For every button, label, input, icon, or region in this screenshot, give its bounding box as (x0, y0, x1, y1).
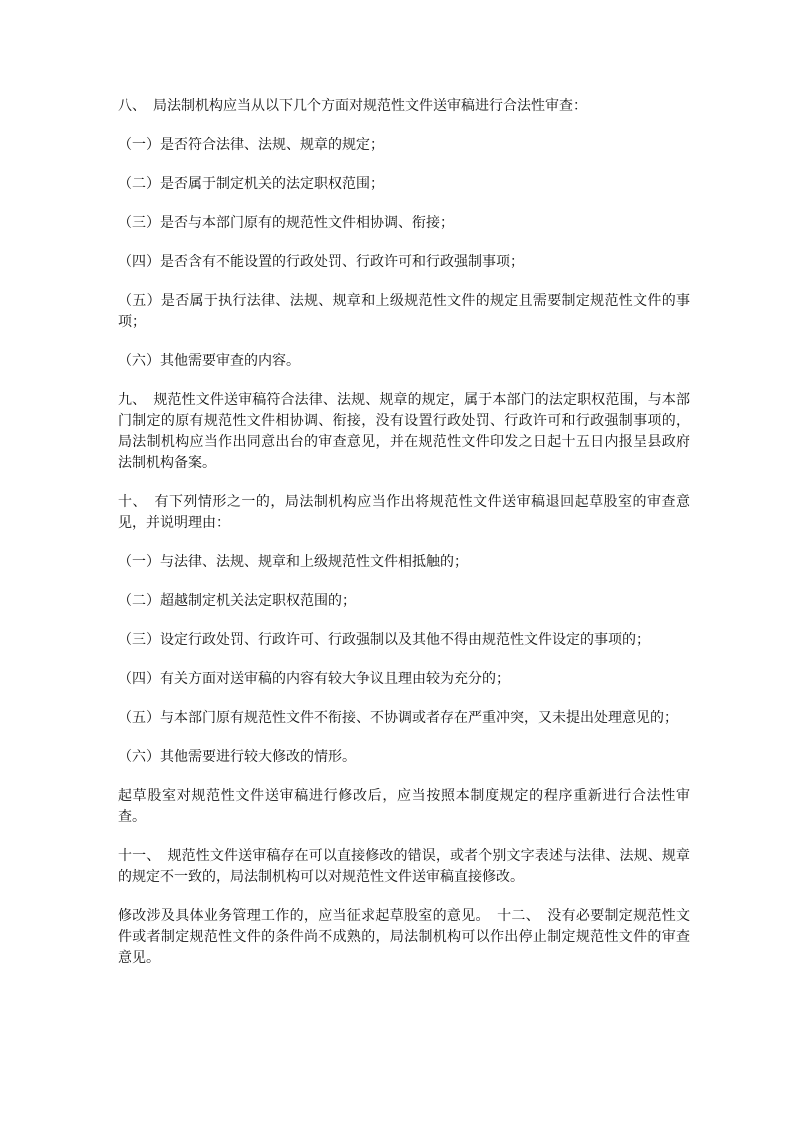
article-11: 十一、 规范性文件送审稿存在可以直接修改的错误，或者个别文字表述与法律、法规、规章的规定不一致的，局法制机构可以对规范性文件送审稿直接修改。 (118, 848, 690, 885)
article-8-item-5: （五）是否属于执行法律、法规、规章和上级规范性文件的规定且需要制定规范性文件的事项； (118, 293, 690, 330)
article-8-heading: 八、 局法制机构应当从以下几个方面对规范性文件送审稿进行合法性审查： (118, 98, 587, 114)
article-10-item-4: （四）有关方面对送审稿的内容有较大争议且理由较为充分的； (118, 671, 510, 687)
article-10-item-3: （三）设定行政处罚、行政许可、行政强制以及其他不得由规范性文件设定的事项的； (118, 632, 650, 648)
article-10-heading: 十、 有下列情形之一的，局法制机构应当作出将规范性文件送审稿退回起草股室的审查意见，并说明理由： (118, 494, 690, 531)
article-8-item-1: （一）是否符合法律、法规、规章的规定； (118, 137, 384, 153)
document-page (118, 96, 690, 987)
article-10-note: 起草股室对规范性文件送审稿进行修改后，应当按照本制度规定的程序重新进行合法性审查。 (118, 788, 690, 825)
article-8-item-2: （二）是否属于制定机关的法定职权范围； (118, 176, 384, 192)
article-10-item-2: （二）超越制定机关法定职权范围的； (118, 593, 356, 609)
article-8-item-4: （四）是否含有不能设置的行政处罚、行政许可和行政强制事项； (118, 254, 524, 270)
article-9: 九、 规范性文件送审稿符合法律、法规、规章的规定，属于本部门的法定职权范围，与本部门制定的原有规范性文件相协调、衔接，没有设置行政处罚、行政许可和行政强制事项的，局法制机构应当作出同意出台的审查意见，并在规范性文件印发之日起十五日内报呈县政府法制机构备案。 (118, 392, 690, 471)
article-10-item-1: （一）与法律、法规、规章和上级规范性文件相抵触的； (118, 554, 468, 570)
article-10-item-6: （六）其他需要进行较大修改的情形。 (118, 749, 356, 765)
article-10-item-5: （五）与本部门原有规范性文件不衔接、不协调或者存在严重冲突，又未提出处理意见的； (118, 710, 678, 726)
article-12: 修改涉及具体业务管理工作的，应当征求起草股室的意见。 十二、 没有必要制定规范性文件或者制定规范性文件的条件尚不成熟的，局法制机构可以作出停止制定规范性文件的审查意见。 (118, 908, 690, 966)
article-8-item-3: （三）是否与本部门原有的规范性文件相协调、衔接； (118, 215, 454, 231)
article-8-item-6: （六）其他需要审查的内容。 (118, 353, 300, 369)
